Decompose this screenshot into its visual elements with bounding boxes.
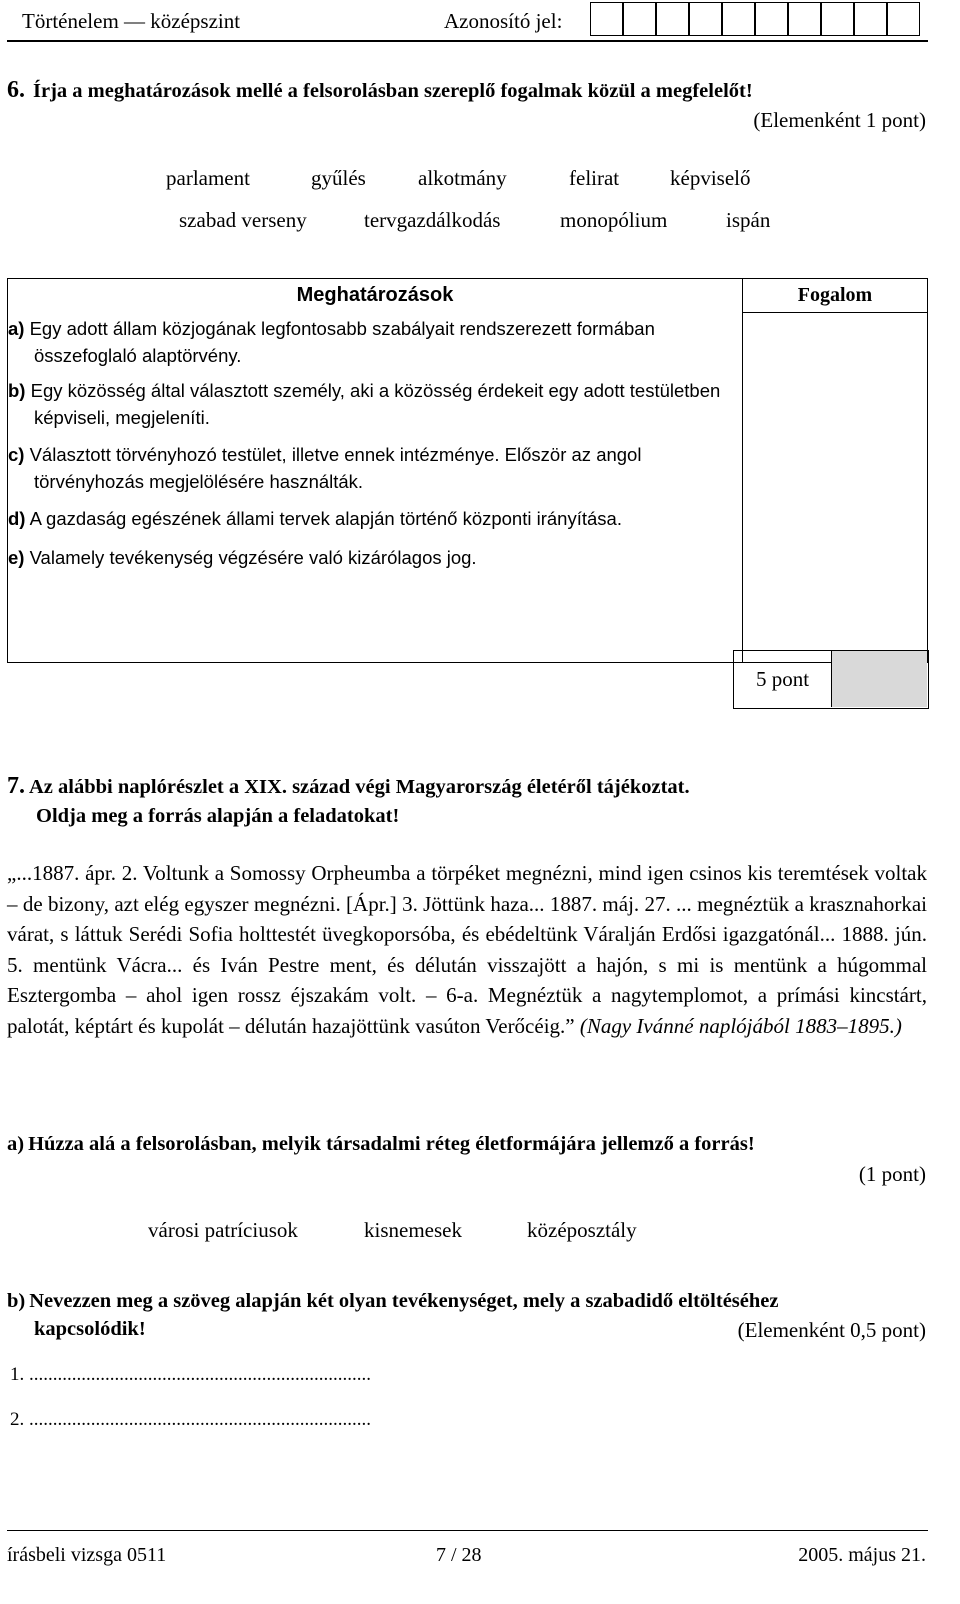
id-cell[interactable] xyxy=(590,2,623,36)
score-box xyxy=(733,650,929,709)
definition-text: Egy adott állam közjogának legfontosabb szabályait rendszerezett formában összefoglaló alaptörvény. xyxy=(29,317,655,366)
footer-exam-code: írásbeli vizsga 0511 xyxy=(7,1544,167,1566)
term-item: alkotmány xyxy=(418,166,507,190)
option-item[interactable]: városi patríciusok xyxy=(148,1218,298,1242)
term-item: felirat xyxy=(569,166,620,190)
header-subject: Történelem — középszint xyxy=(22,9,241,33)
definition-c xyxy=(8,441,742,495)
concept-header: Fogalom xyxy=(743,279,928,313)
id-cell[interactable] xyxy=(722,2,755,36)
q7a-instruction xyxy=(7,1133,755,1156)
term-list-row-1 xyxy=(0,166,960,196)
score-entry[interactable] xyxy=(832,651,927,707)
term-item: monopólium xyxy=(560,208,668,232)
definition-b xyxy=(8,377,742,431)
id-cell[interactable] xyxy=(623,2,656,36)
q6-text: Írja a meghatározások mellé a felsorolásban szereplő fogalmak közül a megfelelőt! xyxy=(33,80,753,102)
definitions-cell xyxy=(8,313,743,663)
q7b-text-line1: Nevezzen meg a szöveg alapján két olyan tevékenységet, mely a szabadidő eltöltéséhez xyxy=(29,1290,779,1312)
q6-number: 6. xyxy=(7,77,25,103)
quote-text: „...1887. ápr. 2. Voltunk a Somossy Orpheumba a törpéket megnézni, mind igen csinos kis teremtések voltak – de bizony, azt elég egyszer megnézni. [Ápr.] 3. Jöttünk haza... 1887. máj. 27. ... megnéztük a krasznahorkai várat, s láttuk Serédi Sofia holttestét üvegkoporsóba, és ebédeltünk Váralján Erdősi igazgatónál... 1888. jún. 5. mentünk Vácra... és Iván Pestre ment, és délután visszajött a hajón, s mi is mentünk a húgommal Esztergomba – ahol igen rossz éjszakám volt. – 6-a. Megnéztük a nagytemplomot, a prímási kincstárt, palotát, képtárt és kupolát – délután hazajöttünk vasúton Verőcéig.” xyxy=(7,861,927,1038)
answer-line-1[interactable]: 1. ........................................................................ xyxy=(10,1364,371,1385)
id-cell[interactable] xyxy=(656,2,689,36)
id-cell[interactable] xyxy=(887,2,920,36)
id-cell[interactable] xyxy=(689,2,722,36)
term-item: szabad verseny xyxy=(179,208,307,232)
definition-text: A gazdaság egészének állami tervek alapján történő központi irányítása. xyxy=(29,507,622,529)
q6-points-note: (Elemenként 1 pont) xyxy=(753,108,926,132)
q6-instruction xyxy=(7,77,753,104)
q7-intro-line2: Oldja meg a forrás alapján a feladatokat! xyxy=(36,805,400,827)
footer-rule xyxy=(7,1530,928,1531)
definition-letter: c) xyxy=(8,443,25,465)
q7-instruction xyxy=(7,772,690,803)
option-item[interactable]: kisnemesek xyxy=(364,1218,462,1242)
q7b-label: b) xyxy=(7,1290,26,1312)
q7-intro-line1: Az alábbi naplórészlet a XIX. század végi Magyarország életéről tájékoztat. xyxy=(29,776,690,798)
footer-date: 2005. május 21. xyxy=(798,1544,926,1566)
q7a-options xyxy=(0,1218,960,1248)
footer-page-number: 7 / 28 xyxy=(436,1544,482,1566)
definition-a xyxy=(8,315,742,369)
header-rule xyxy=(7,40,928,42)
term-list-row-2 xyxy=(0,208,960,238)
definition-letter: a) xyxy=(8,317,25,339)
definition-text: Valamely tevékenység végzésére való kizárólagos jog. xyxy=(29,546,477,568)
concept-answer-cell[interactable] xyxy=(743,313,928,663)
quote-source: (Nagy Ivánné naplójából 1883–1895.) xyxy=(579,1013,902,1038)
q7b-instruction xyxy=(7,1290,778,1313)
definitions-table xyxy=(7,278,928,663)
definition-letter: e) xyxy=(8,546,25,568)
q7a-text: Húzza alá a felsorolásban, melyik társadalmi réteg életformájára jellemző a forrás! xyxy=(28,1133,755,1155)
term-item: tervgazdálkodás xyxy=(364,208,501,232)
id-cell[interactable] xyxy=(788,2,821,36)
term-item: gyűlés xyxy=(311,166,366,190)
term-item: ispán xyxy=(726,208,771,232)
definition-text: Egy közösség által választott személy, aki a közösség érdekeit egy adott testületben képviseli, megjeleníti. xyxy=(30,379,721,428)
q7b-points: (Elemenként 0,5 pont) xyxy=(737,1318,926,1342)
q7b-text-line2: kapcsolódik! xyxy=(34,1318,146,1340)
definition-e xyxy=(8,544,742,571)
definition-text: Választott törvényhozó testület, illetve ennek intézménye. Először az angol törvényhozás megjelölésére használták. xyxy=(29,443,642,492)
definition-letter: b) xyxy=(8,379,26,401)
id-cell[interactable] xyxy=(821,2,854,36)
definition-d xyxy=(8,505,742,532)
q7a-label: a) xyxy=(7,1133,25,1155)
term-item: képviselő xyxy=(670,166,751,190)
term-item: parlament xyxy=(166,166,250,190)
diary-quote xyxy=(7,858,927,1041)
definitions-header: Meghatározások xyxy=(8,279,743,313)
q7-number: 7. xyxy=(7,773,25,799)
option-item[interactable]: középosztály xyxy=(527,1218,637,1242)
q7a-points: (1 pont) xyxy=(858,1162,926,1186)
answer-line-2[interactable]: 2. ........................................................................ xyxy=(10,1409,371,1430)
id-cell[interactable] xyxy=(755,2,788,36)
header-id-label: Azonosító jel: xyxy=(444,9,563,33)
score-label: 5 pont xyxy=(734,651,832,707)
id-cell[interactable] xyxy=(854,2,887,36)
definition-letter: d) xyxy=(8,507,26,529)
